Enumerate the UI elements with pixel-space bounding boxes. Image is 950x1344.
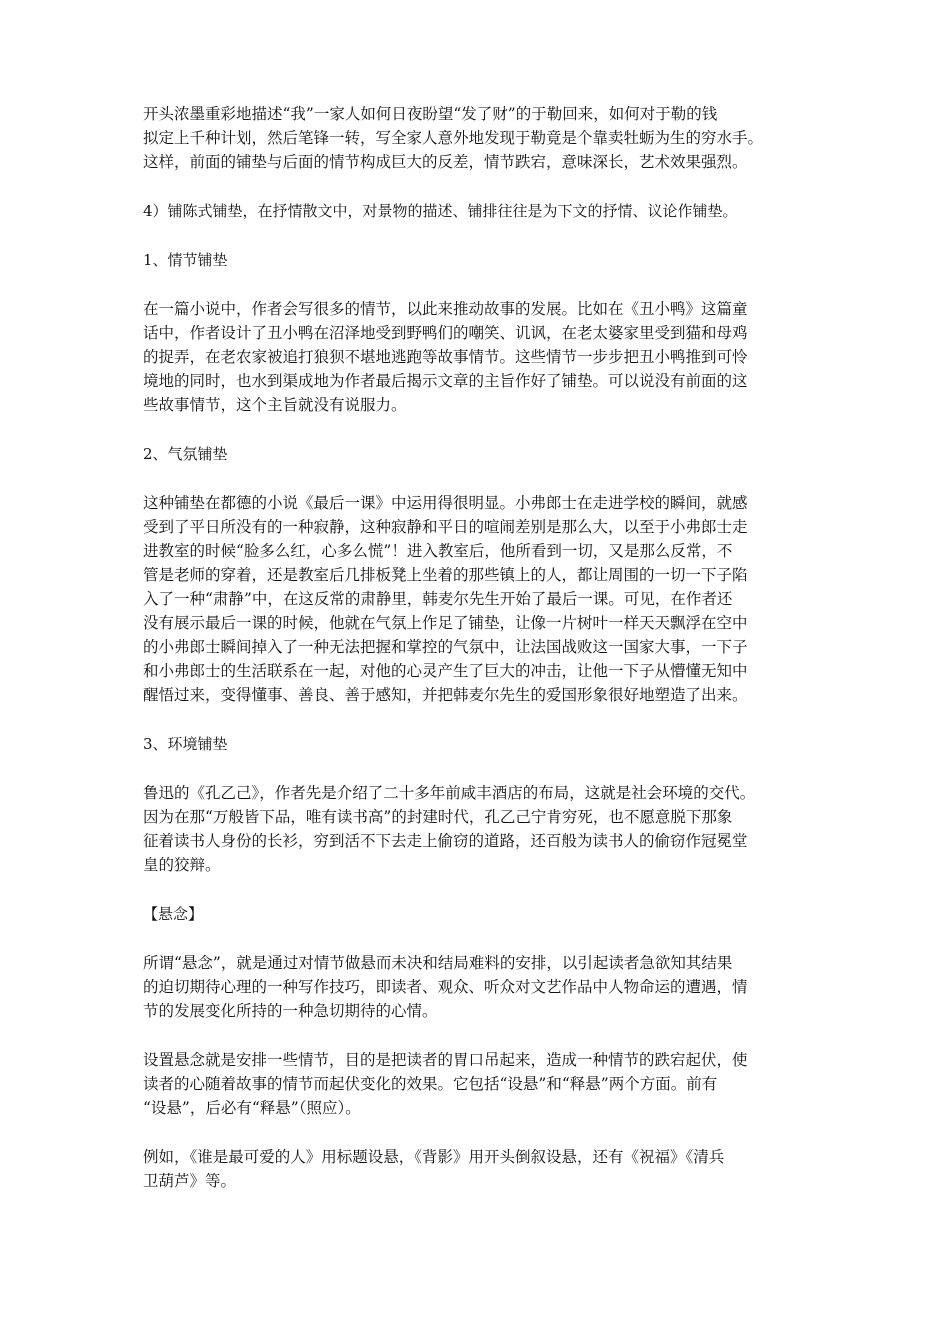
text-line: 皇的狡辩。: [143, 856, 221, 874]
text-line: 的捉弄，在老农家被追打狼狈不堪地逃跑等故事情节。这些情节一步步把丑小鸭推到可怜: [143, 348, 748, 366]
paragraph-plot-foreshadowing: [143, 297, 833, 417]
text-line: 节的发展变化所持的一种急切期待的心情。: [143, 1002, 438, 1020]
text-line: 设置悬念就是安排一些情节，目的是把读者的胃口吊起来，造成一种情节的跌宕起伏，使: [143, 1051, 748, 1069]
text-line: 的小弗郎士瞬间掉入了一种无法把握和掌控的气氛中，让法国战败这一国家大事，一下子: [143, 638, 748, 656]
text-line: 入了一种“肃静”中，在这反常的肃静里，韩麦尔先生开始了最后一课。可见，在作者还: [143, 590, 733, 608]
heading-environment-foreshadowing: 3、环境铺垫: [143, 735, 228, 753]
paragraph-intro-contrast: [143, 102, 833, 174]
text-line: 话中，作者设计了丑小鸭在沼泽地受到野鸭们的嘲笑、讥讽，在老太婆家里受到猫和母鸡: [143, 324, 748, 342]
text-line: 这种铺垫在都德的小说《最后一课》中运用得很明显。小弗郎士在走进学校的瞬间，就感: [143, 494, 748, 512]
text-line: 卫葫芦》等。: [143, 1172, 237, 1190]
text-line: 些故事情节，这个主旨就没有说服力。: [143, 396, 407, 414]
heading-suspense: 【悬念】: [143, 905, 204, 923]
text-line: 进教室的时候“脸多么红，心多么慌”！进入教室后，他所看到一切，又是那么反常，不: [143, 542, 733, 560]
document-page: [143, 102, 833, 1193]
text-line: 因为在那“万般皆下品，唯有读书高”的封建时代，孔乙己宁肯穷死，也不愿意脱下那象: [143, 808, 733, 826]
heading-layout-foreshadowing: 4）铺陈式铺垫，在抒情散文中，对景物的描述、铺排往往是为下文的抒情、议论作铺垫。: [143, 202, 738, 220]
text-line: 例如，《谁是最可爱的人》用标题设悬，《背影》用开头倒叙设悬，还有《祝福》《清兵: [143, 1148, 725, 1166]
text-line: 境地的同时，也水到渠成地为作者最后揭示文章的主旨作好了铺垫。可以说没有前面的这: [143, 372, 748, 390]
heading-plot-foreshadowing: 1、情节铺垫: [143, 251, 228, 269]
text-line: 读者的心随着故事的情节而起伏变化的效果。它包括“设悬”和“释悬”两个方面。前有: [143, 1075, 718, 1093]
text-line: 和小弗郎士的生活联系在一起，对他的心灵产生了巨大的冲击，让他一下子从懵懂无知中: [143, 662, 748, 680]
text-line: 在一篇小说中，作者会写很多的情节，以此来推动故事的发展。比如在《丑小鸭》这篇童: [143, 300, 748, 318]
text-line: 醒悟过来，变得懂事、善良、善于感知，并把韩麦尔先生的爱国形象很好地塑造了出来。: [143, 686, 748, 704]
paragraph-suspense-definition: [143, 951, 833, 1023]
text-line: 的迫切期待心理的一种写作技巧，即读者、观众、听众对文艺作品中人物命运的遭遇，情: [143, 978, 748, 996]
text-line: 征着读书人身份的长衫，穷到活不下去走上偷窃的道路，还百般为读书人的偷窃作冠冕堂: [143, 832, 748, 850]
text-line: 管是老师的穿着，还是教室后几排板凳上坐着的那些镇上的人，都让周围的一切一下子陷: [143, 566, 748, 584]
text-line: 这样，前面的铺垫与后面的情节构成巨大的反差，情节跌宕，意味深长，艺术效果强烈。: [143, 153, 748, 171]
text-line: 没有展示最后一课的时候，他就在气氛上作足了铺垫，让像一片树叶一样天天飘浮在空中: [143, 614, 748, 632]
paragraph-suspense-examples: [143, 1145, 833, 1193]
paragraph-suspense-setup: [143, 1048, 833, 1120]
paragraph-environment-foreshadowing: [143, 781, 833, 877]
text-line: 鲁迅的《孔乙己》，作者先是介绍了二十多年前咸丰酒店的布局，这就是社会环境的交代。: [143, 784, 756, 802]
text-line: 开头浓墨重彩地描述“我”一家人如何日夜盼望“发了财”的于勒回来，如何对于勒的钱: [143, 105, 718, 123]
paragraph-atmosphere-foreshadowing: [143, 491, 833, 707]
text-line: 受到了平日所没有的一种寂静，这种寂静和平日的喧闹差别是那么大，以至于小弗郎士走: [143, 518, 748, 536]
text-line: 所谓“悬念”，就是通过对情节做悬而未决和结局难料的安排，以引起读者急欲知其结果: [143, 954, 733, 972]
text-line: 拟定上千种计划，然后笔锋一转，写全家人意外地发现于勒竟是个靠卖牡蛎为生的穷水手。: [143, 129, 764, 147]
heading-atmosphere-foreshadowing: 2、气氛铺垫: [143, 445, 228, 463]
text-line: “设悬”，后必有“释悬”（照应）。: [143, 1099, 361, 1117]
